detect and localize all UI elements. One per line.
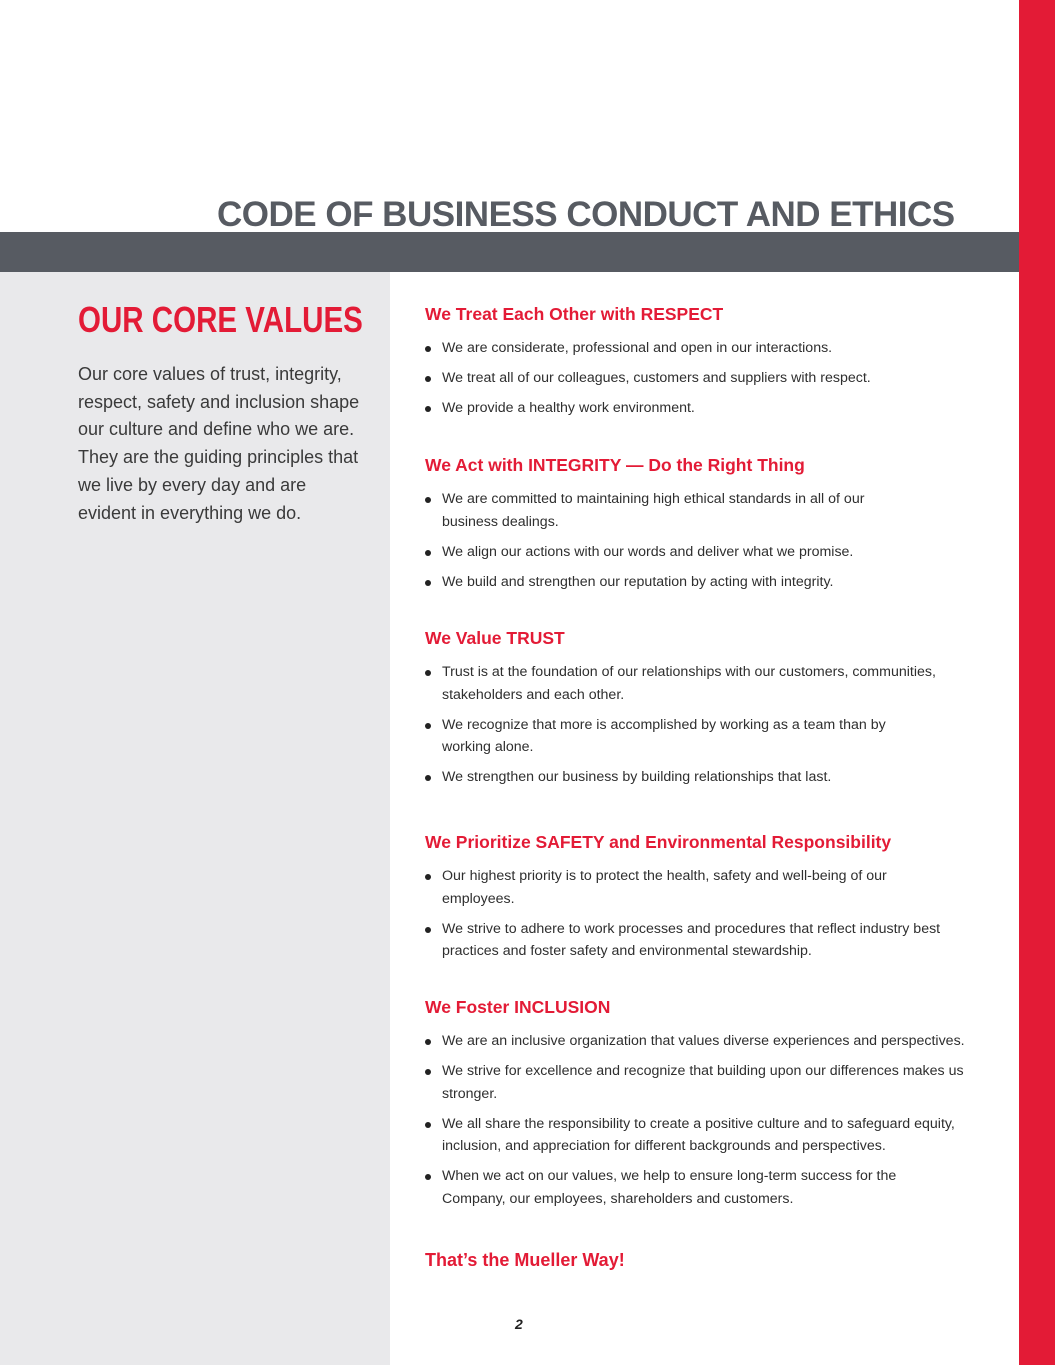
section-safety [425,832,962,970]
title-tail: and Environmental Responsibility [604,832,892,852]
section-respect [425,304,871,427]
list-item: We are an inclusive organization that values diverse experiences and perspectives. [425,1030,990,1053]
bullet-list [425,1030,990,1210]
right-accent-stripe [1019,0,1055,1365]
bullet-list [425,337,871,420]
list-item: When we act on our values, we help to ensure long-term success for the Company, our employees, shareholders and customers. [425,1165,942,1210]
section-trust [425,628,990,796]
list-item: We provide a healthy work environment. [425,397,871,420]
section-title [425,832,962,853]
title-lead: We Value [425,628,507,648]
list-item: We build and strengthen our reputation by acting with integrity. [425,571,912,594]
list-item: We recognize that more is accomplished by working as a team than by working alone. [425,714,922,759]
list-item: We all share the responsibility to create a positive culture and to safeguard equity, inclusion, and appreciation for different backgrounds and perspectives. [425,1113,990,1158]
title-emphasis: INTEGRITY [528,455,622,475]
title-lead: We Prioritize [425,832,536,852]
title-lead: We Foster [425,997,515,1017]
header-band [0,232,1019,272]
title-lead: We Treat Each Other with [425,304,641,324]
title-emphasis: RESPECT [640,304,724,324]
title-lead: We Act with [425,455,529,475]
core-values-heading: OUR CORE VALUES [78,299,363,340]
title-emphasis: INCLUSION [514,997,611,1017]
list-item: We align our actions with our words and deliver what we promise. [425,541,912,564]
bullet-list [425,488,912,593]
core-values-intro: Our core values of trust, integrity, respect, safety and inclusion shape our culture and define who we are. They are the guiding principles that we live by every day and are evident in everything we do. [78,364,360,523]
section-title [425,628,990,649]
list-item: We strive for excellence and recognize that building upon our differences makes us stronger. [425,1060,990,1105]
list-item: We strive to adhere to work processes and procedures that reflect industry best practices and foster safety and environmental stewardship. [425,918,962,963]
document-title: CODE OF BUSINESS CONDUCT AND ETHICS [217,195,955,234]
closing-tagline: That’s the Mueller Way! [425,1250,625,1270]
section-title [425,997,990,1018]
list-item: We strengthen our business by building relationships that last. [425,766,990,789]
section-title [425,304,871,325]
title-emphasis: SAFETY [535,832,605,852]
page-number: 2 [515,1316,523,1332]
list-item: We are committed to maintaining high ethical standards in all of our business dealings. [425,488,912,533]
section-title [425,455,912,476]
title-emphasis: TRUST [506,628,565,648]
list-item: We are considerate, professional and open in our interactions. [425,337,871,360]
list-item: Trust is at the foundation of our relationships with our customers, communities, stakeholders and each other. [425,661,990,706]
list-item: Our highest priority is to protect the health, safety and well-being of our employees. [425,865,912,910]
title-tail: — Do the Right Thing [621,455,805,475]
bullet-list [425,865,962,963]
section-integrity [425,455,912,601]
bullet-list [425,661,990,789]
list-item: We treat all of our colleagues, customers and suppliers with respect. [425,367,871,390]
section-inclusion [425,997,990,1218]
